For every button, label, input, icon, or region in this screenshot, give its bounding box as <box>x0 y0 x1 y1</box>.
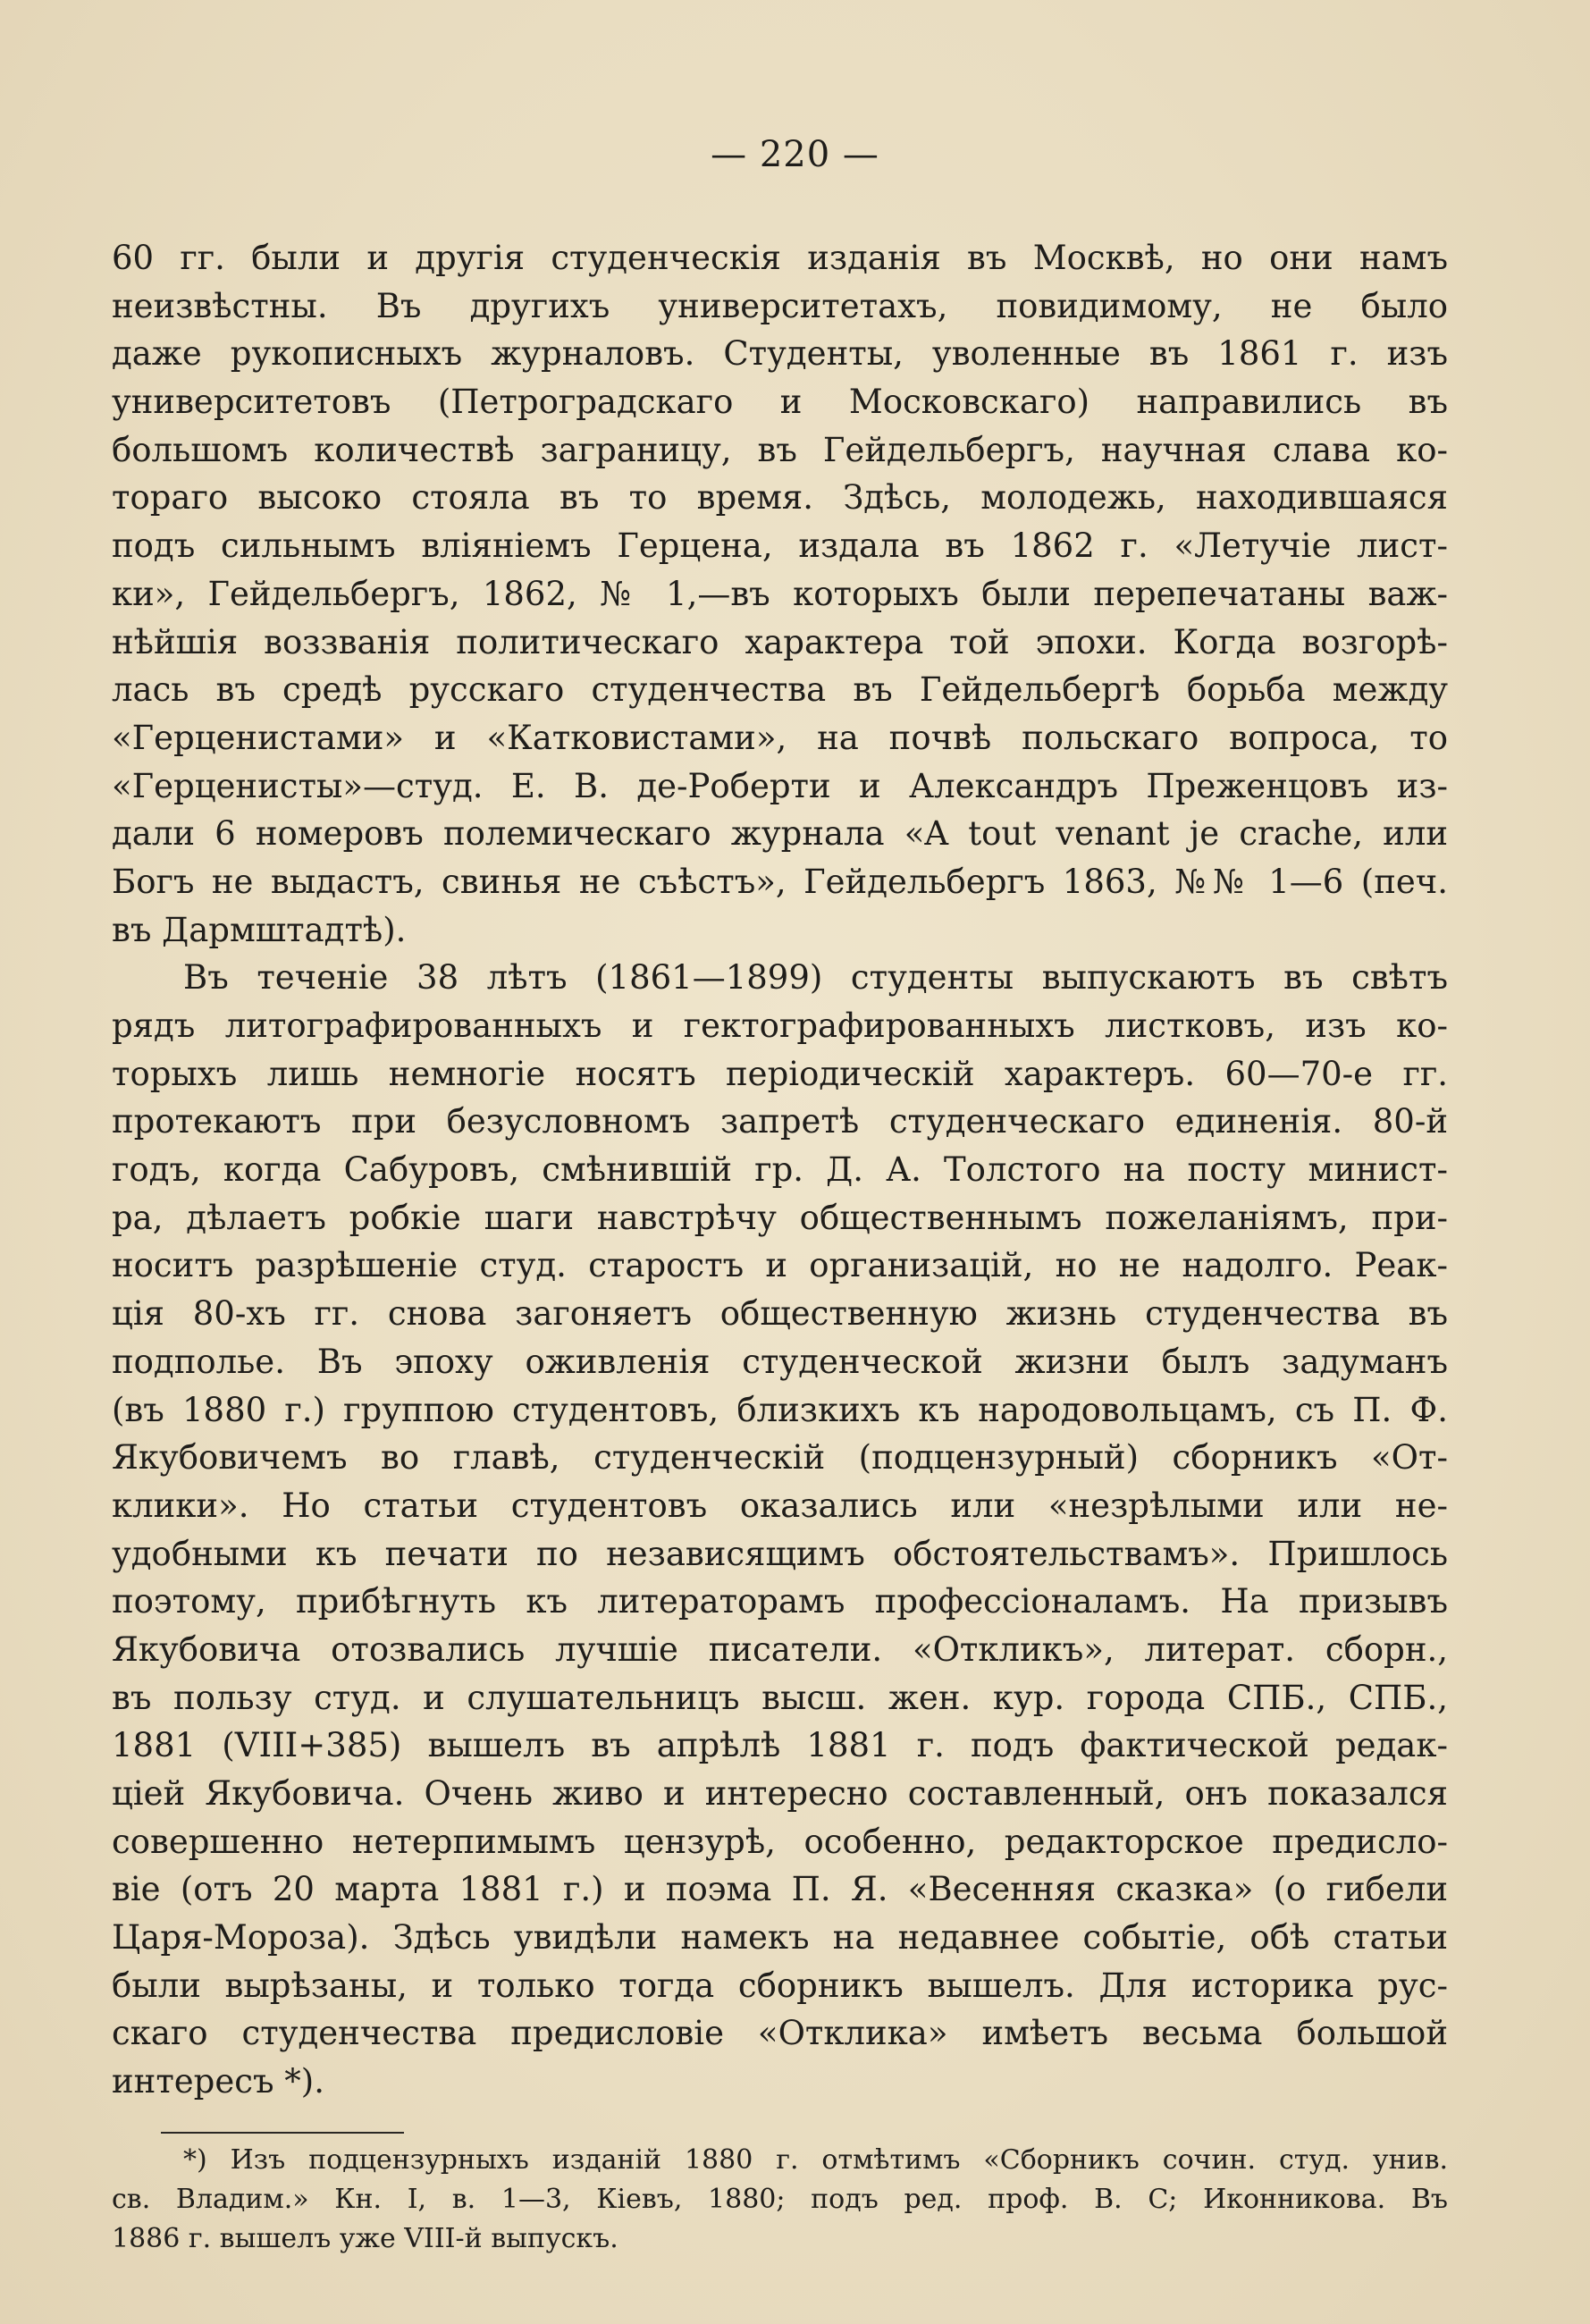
text-line: были вырѣзаны, и только тогда сборникъ вышелъ. Для историка рус- <box>112 1966 1448 2005</box>
text-line: рядъ литографированныхъ и гектографированныхъ листковъ, изъ ко- <box>112 1006 1448 1045</box>
footnote-line: св. Владим.» Кн. I, в. 1—3, Кіевъ, 1880; подъ ред. проф. В. С; Иконникова. Въ <box>112 2184 1448 2215</box>
text-line: тораго высоко стояла въ то время. Здѣсь, молодежь, находившаяся <box>112 478 1448 518</box>
text-line: нѣйшія воззванія политическаго характера той эпохи. Когда возгорѣ- <box>112 622 1448 661</box>
text-line: Въ теченіе 38 лѣтъ (1861—1899) студенты выпускаютъ въ свѣтъ <box>183 958 1448 998</box>
text-line: протекаютъ при безусловномъ запретѣ студенческаго единенія. 80-й <box>112 1102 1448 1141</box>
text-line: ціей Якубовича. Очень живо и интересно составленный, онъ показался <box>112 1774 1448 1813</box>
text-line: годъ, когда Сабуровъ, смѣнившій гр. Д. А. Толстого на посту минист- <box>112 1150 1448 1190</box>
text-line: 60 гг. были и другія студенческія изданія въ Москвѣ, но они намъ <box>112 239 1448 277</box>
text-line: клики». Но статьи студентовъ оказались или «незрѣлыми или не- <box>112 1486 1448 1525</box>
text-line: «Герценисты»—студ. Е. В. де-Роберти и Александръ Преженцовъ из- <box>112 766 1448 805</box>
text-line: ра, дѣлаетъ робкіе шаги навстрѣчу общественнымъ пожеланіямъ, при- <box>112 1198 1448 1237</box>
text-line: Царя-Мороза). Здѣсь увидѣли намекъ на недавнее событіе, обѣ статьи <box>112 1918 1448 1958</box>
body-text <box>112 234 1448 2106</box>
text-line: подполье. Въ эпоху оживленія студенческой жизни былъ задуманъ <box>112 1342 1448 1381</box>
text-line: университетовъ (Петроградскаго и Московскаго) направились въ <box>112 383 1448 422</box>
footnote-divider <box>161 2132 404 2134</box>
text-line: 1881 (VIII+385) вышелъ въ апрѣлѣ 1881 г. подъ фактической редак- <box>112 1726 1448 1765</box>
text-line: віе (отъ 20 марта 1881 г.) и поэма П. Я. «Весенняя сказка» (о гибели <box>112 1870 1448 1909</box>
footnote-line: *) Изъ подцензурныхъ изданій 1880 г. отмѣтимъ «Сборникъ сочин. студ. унив. <box>183 2144 1448 2176</box>
text-line: скаго студенчества предисловіе «Отклика» имѣетъ весьма большой <box>112 2014 1448 2053</box>
text-line: Якубовичемъ во главѣ, студенческій (подцензурный) сборникъ «От- <box>112 1438 1448 1478</box>
text-line: въ Дармштадтѣ). <box>112 910 407 949</box>
text-line: ки», Гейдельбергъ, 1862, № 1,—въ которыхъ были перепечатаны важ- <box>112 574 1448 613</box>
text-line: неизвѣстны. Въ другихъ университетахъ, повидимому, не было <box>112 286 1448 325</box>
footnote-line: 1886 г. вышелъ уже VIII-й выпускъ. <box>112 2223 618 2254</box>
text-line: въ пользу студ. и слушательницъ высш. жен. кур. города СПБ., СПБ., <box>112 1678 1448 1717</box>
text-line: Якубовича отозвались лучшіе писатели. «Откликъ», литерат. сборн., <box>112 1629 1448 1669</box>
text-line: дали 6 номеровъ полемическаго журнала «A tout venant je crache, или <box>112 814 1448 854</box>
text-line: «Герценистами» и «Катковистами», на почвѣ польскаго вопроса, то <box>112 718 1448 757</box>
text-line: совершенно нетерпимымъ цензурѣ, особенно, редакторское предисло- <box>112 1822 1448 1861</box>
text-line: удобными къ печати по независящимъ обстоятельствамъ». Пришлось <box>112 1534 1448 1573</box>
text-line: носитъ разрѣшеніе студ. старостъ и организацій, но не надолго. Реак- <box>112 1246 1448 1285</box>
text-line: большомъ количествѣ заграницу, въ Гейдельбергъ, научная слава ко- <box>112 430 1448 469</box>
text-line: Богъ не выдастъ, свинья не съѣстъ», Гейдельбергъ 1863, №№ 1—6 (печ. <box>112 862 1448 901</box>
text-line: даже рукописныхъ журналовъ. Студенты, уволенные въ 1861 г. изъ <box>112 334 1448 374</box>
text-line: ція 80-хъ гг. снова загоняетъ общественную жизнь студенчества въ <box>112 1294 1448 1334</box>
text-line: торыхъ лишь немногіе носятъ періодическій характеръ. 60—70-е гг. <box>112 1054 1448 1093</box>
text-line: подъ сильнымъ вліяніемъ Герцена, издала въ 1862 г. «Летучіе лист- <box>112 526 1448 566</box>
text-line: интересъ *). <box>112 2062 324 2101</box>
text-line: поэтому, прибѣгнуть къ литераторамъ профессіоналамъ. На призывъ <box>112 1582 1448 1621</box>
text-line: лась въ средѣ русскаго студенчества въ Гейдельбергѣ борьба между <box>112 670 1448 710</box>
text-line: (въ 1880 г.) группою студентовъ, близкихъ къ народовольцамъ, съ П. Ф. <box>112 1390 1448 1429</box>
page-number: — 220 — <box>711 134 879 175</box>
footnotes <box>112 2141 1448 2259</box>
